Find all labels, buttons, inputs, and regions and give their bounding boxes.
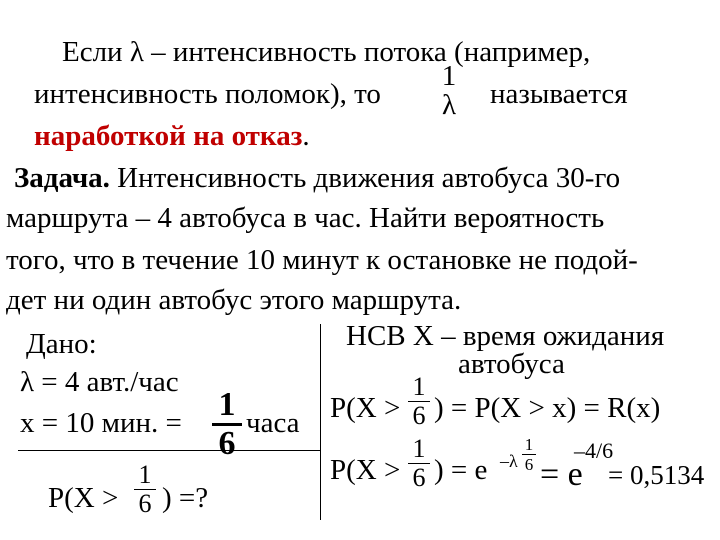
given-x-num: 1 (218, 386, 236, 423)
given-x-den: 6 (218, 425, 236, 462)
eq2-result: = 0,5134 (608, 460, 705, 490)
eq2-left: P(X > (330, 454, 401, 486)
find-num: 1 (138, 460, 152, 489)
eq2-num: 1 (412, 434, 426, 463)
eq2-exp-num: 1 (524, 435, 534, 454)
intro-fraction-1-over-lambda (436, 62, 462, 120)
eq1-den: 6 (412, 401, 426, 430)
eq2-eq: = e (540, 456, 583, 493)
given-separator-line (18, 450, 320, 451)
intro-dot: . (302, 120, 310, 152)
task-line-1 (14, 164, 620, 193)
task-label: Задача. (14, 162, 110, 194)
eq1-right: ) = P(X > x) = R(x) (434, 392, 661, 424)
eq1-num: 1 (412, 372, 426, 401)
nsv-line-1: НСВ X – время ожидания (346, 320, 665, 352)
intro-frac-den: λ (441, 89, 457, 121)
eq2-exp-sign: –λ (500, 451, 518, 471)
find-left: P(X > (48, 482, 119, 514)
given-title: Дано: (26, 328, 97, 360)
given-x-left: x = 10 мин. = (20, 407, 182, 439)
find-fraction (134, 462, 156, 517)
intro-line-2-right: называется (490, 78, 628, 110)
intro-frac-num: 1 (441, 60, 457, 92)
task-line-2: маршрута – 4 автобуса в час. Найти вероятность (6, 202, 605, 234)
given-lambda: λ = 4 авт./час (20, 366, 179, 398)
intro-line-2-left: интенсивность поломок), то (34, 78, 381, 110)
eq1-fraction (408, 374, 430, 429)
intro-line-3 (34, 122, 310, 151)
eq1-left: P(X > (330, 392, 401, 424)
eq2-mid: ) = e (434, 454, 488, 486)
eq2-exp-fraction (522, 436, 536, 473)
find-right: ) =? (162, 482, 209, 514)
task-line-3: того, что в течение 10 минут к остановке не подой- (6, 244, 638, 276)
column-divider (320, 324, 321, 520)
eq2-exp-den: 6 (524, 455, 534, 474)
find-den: 6 (138, 489, 152, 518)
eq2-exp-2: –4/6 (574, 438, 614, 463)
task-line-4: дет ни один автобус этого маршрута. (6, 284, 462, 316)
intro-line-1: Если λ – интенсивность потока (например, (62, 36, 591, 68)
given-x-unit: часа (246, 407, 300, 439)
task-line-1-rest: Интенсивность движения автобуса 30-го (109, 162, 621, 194)
term-mtbf: наработкой на отказ (34, 120, 303, 152)
eq2-fraction (408, 436, 430, 491)
eq2-den: 6 (412, 463, 426, 492)
nsv-line-2: автобуса (458, 348, 565, 380)
